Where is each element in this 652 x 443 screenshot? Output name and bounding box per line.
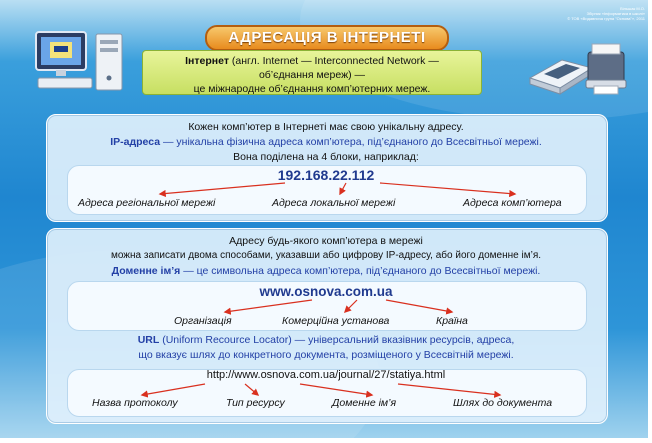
definition-line-3: це міжнародне об’єднання комп’ютерних мереж. — [193, 83, 431, 95]
url-term: URL — [137, 334, 160, 346]
arrow-ip-local — [340, 183, 346, 194]
definition-text: (англ. Internet — Interconnected Network — — [228, 55, 439, 67]
url-path-line: що вказує шлях до конкретного документа, розміщеного у Всесвітній мережі. — [138, 349, 514, 361]
label-local-network: Адреса локальної мережі — [272, 197, 396, 209]
label-country: Країна — [436, 315, 468, 327]
label-computer-address: Адреса комп’ютера — [463, 197, 562, 209]
domain-definition-text: — це символьна адреса комп’ютера, під’єднаного до Всесвітньої мережі. — [180, 265, 541, 277]
url-definition-text: (Uniform Recource Locator) — універсальний вказівник ресурсів, адреса, — [159, 334, 515, 346]
arrow-ip-computer — [380, 183, 515, 194]
credit-line: © ТОВ «Видавнича група "Основа"», 2011 — [567, 16, 645, 21]
label-domain-name: Доменне ім’я — [332, 397, 397, 409]
arrow-domain-organization — [225, 300, 312, 312]
arrow-domain-commercial — [345, 300, 357, 312]
arrow-url-path — [398, 384, 500, 395]
label-protocol: Назва протоколу — [92, 397, 178, 409]
domain-intro-line: Адресу будь-якого комп’ютера в мережі — [229, 235, 423, 247]
arrow-url-protocol — [142, 384, 205, 395]
domain-example: www.osnova.com.ua — [259, 284, 393, 299]
label-commercial: Комерційна установа — [282, 315, 390, 327]
arrow-ip-regional — [160, 183, 285, 194]
arrow-domain-country — [386, 300, 452, 312]
label-document-path: Шлях до документа — [453, 397, 553, 409]
credit-line: Збірник «Інформатика в школі» — [586, 11, 645, 16]
poster-title: АДРЕСАЦІЯ В ІНТЕРНЕТІ — [205, 25, 449, 51]
ip-example: 192.168.22.112 — [277, 167, 375, 183]
internet-term: Інтернет — [185, 55, 229, 67]
domain-term: Доменне ім’я — [111, 265, 181, 277]
ip-term: IP-адреса — [110, 136, 161, 148]
label-resource-type: Тип ресурсу — [226, 397, 285, 409]
label-organization: Організація — [174, 315, 232, 327]
definition-line-2: об’єднання мереж) — — [258, 69, 366, 81]
ip-blocks-line: Вона поділена на 4 блоки, наприклад: — [233, 151, 419, 163]
label-regional-network: Адреса регіональної мережі — [78, 197, 216, 209]
ip-definition-text: — унікальна фізична адреса комп’ютера, під’єднаного до Всесвітньої мережі. — [160, 136, 542, 148]
url-example: http://www.osnova.com.ua/journal/27/statiya.html — [206, 369, 446, 381]
arrow-url-domain — [300, 384, 372, 395]
ip-intro-line: Кожен комп’ютер в Інтернеті має свою унікальну адресу. — [188, 121, 464, 133]
arrow-url-resource-type — [245, 384, 258, 395]
domain-ways-line: можна записати двома способами, указавши або цифрову IP-адресу, або його доменне ім’я. — [110, 250, 542, 261]
credit-line: Вільшак М.О. — [620, 6, 645, 11]
